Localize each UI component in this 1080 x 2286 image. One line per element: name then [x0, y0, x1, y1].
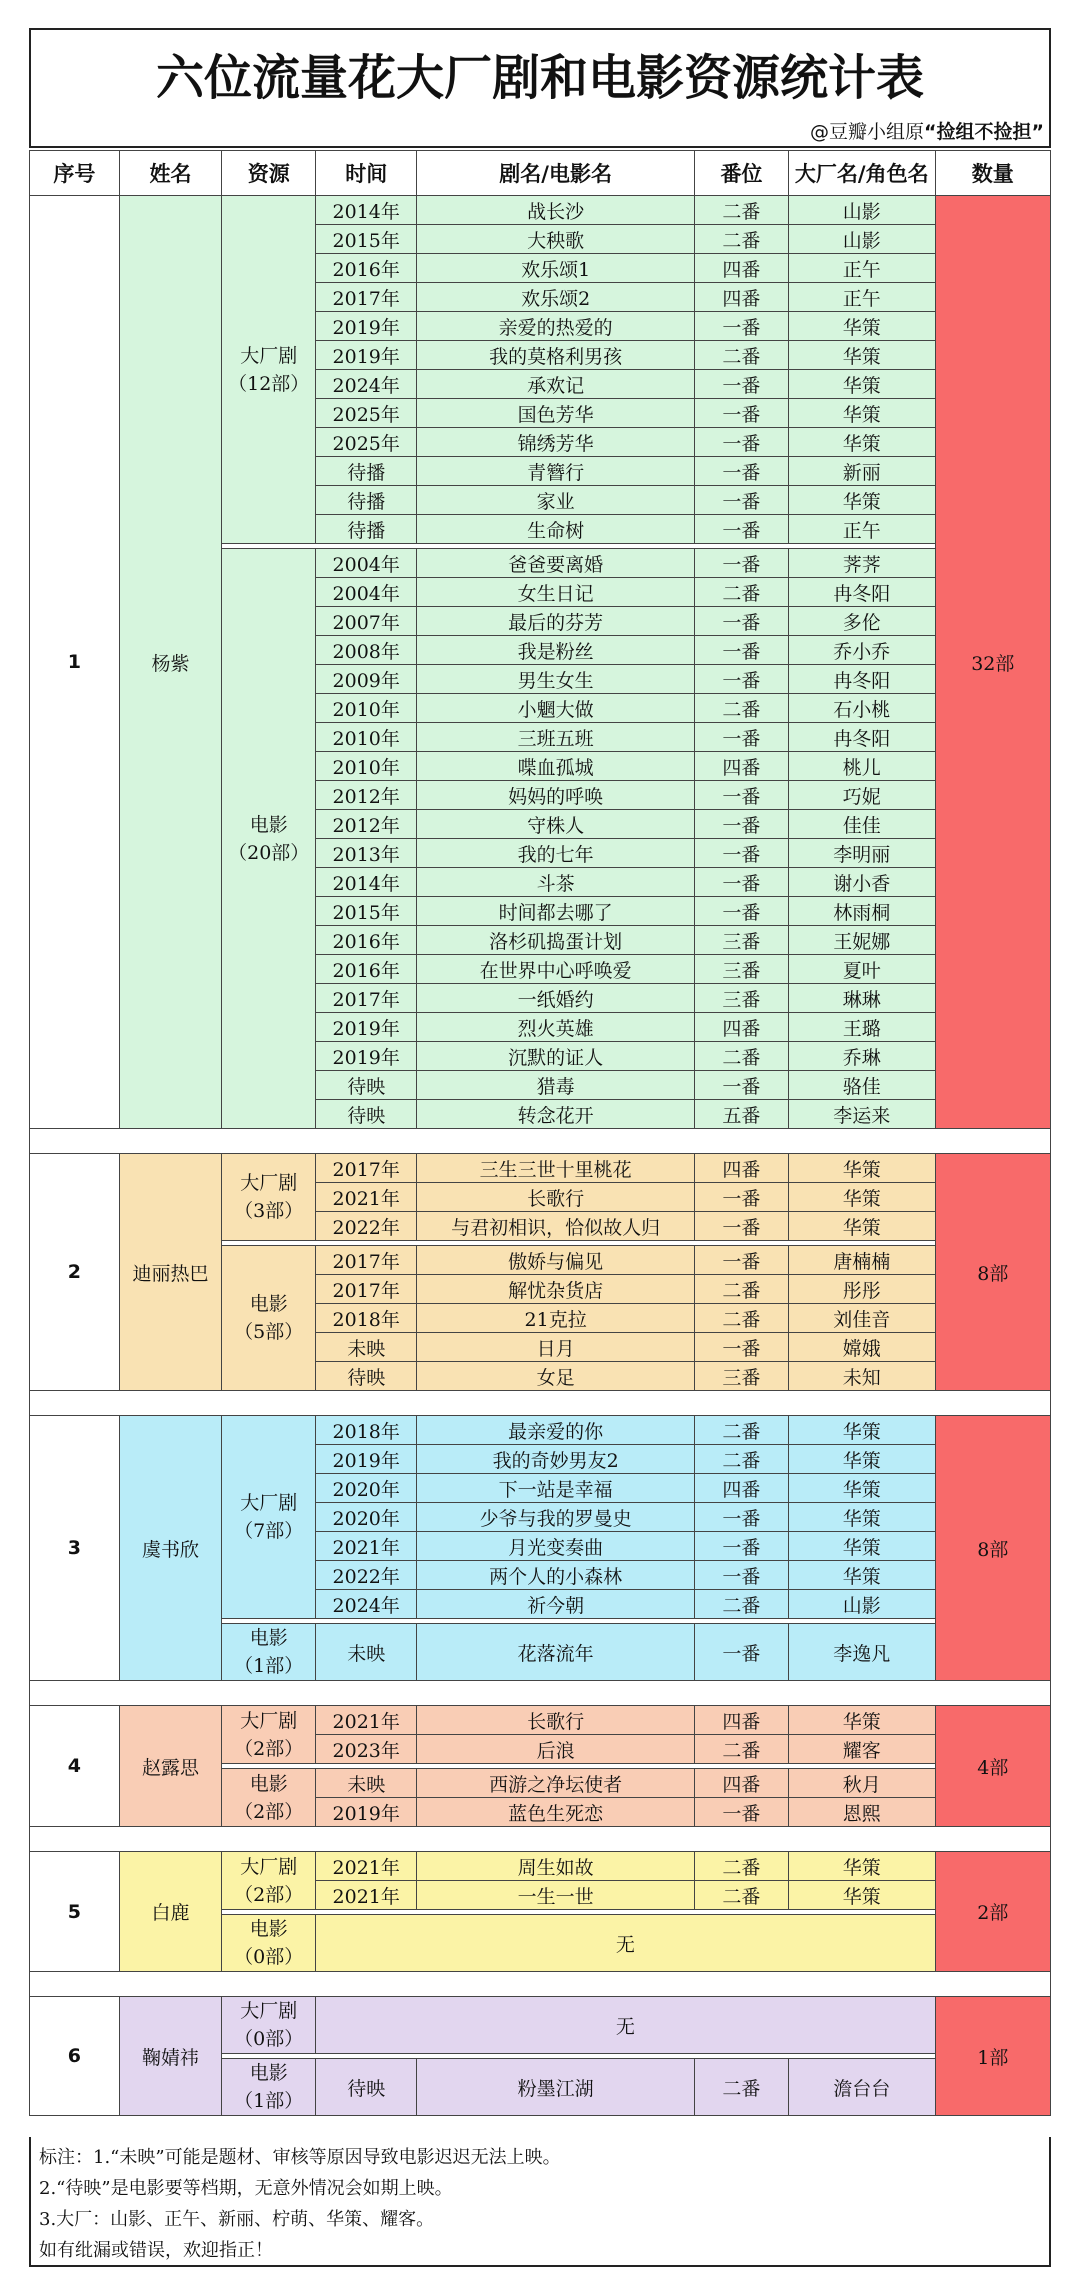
- studio-cell: 华策: [788, 1852, 935, 1881]
- rank-cell: 二番: [694, 1590, 788, 1619]
- person-name: 鞠婧祎: [119, 1997, 222, 2116]
- title-cell: 沉默的证人: [417, 1042, 695, 1071]
- studio-cell: 华策: [788, 1561, 935, 1590]
- title-cell: 我是粉丝: [417, 636, 695, 665]
- header-no: 序号: [30, 151, 120, 196]
- title-cell: 女足: [417, 1362, 695, 1391]
- section-gap: [30, 1129, 1051, 1154]
- year-cell: 2008年: [316, 636, 417, 665]
- year-cell: 2004年: [316, 549, 417, 578]
- year-cell: 2010年: [316, 723, 417, 752]
- rank-cell: 一番: [694, 636, 788, 665]
- rank-cell: 一番: [694, 810, 788, 839]
- rank-cell: 一番: [694, 1071, 788, 1100]
- title-cell: 烈火英雄: [417, 1013, 695, 1042]
- studio-cell: 桃儿: [788, 752, 935, 781]
- rank-cell: 五番: [694, 1100, 788, 1129]
- studio-cell: 冉冬阳: [788, 723, 935, 752]
- drama-label: 大厂剧 （2部）: [222, 1852, 316, 1910]
- rank-cell: 三番: [694, 1362, 788, 1391]
- studio-cell: 多伦: [788, 607, 935, 636]
- rank-cell: 二番: [694, 1735, 788, 1764]
- rank-cell: 二番: [694, 1042, 788, 1071]
- studio-cell: 林雨桐: [788, 897, 935, 926]
- rank-cell: 一番: [694, 515, 788, 544]
- year-cell: 2014年: [316, 196, 417, 225]
- header-name: 姓名: [119, 151, 222, 196]
- year-cell: 2021年: [316, 1183, 417, 1212]
- year-cell: 2019年: [316, 1798, 417, 1827]
- year-cell: 2012年: [316, 781, 417, 810]
- year-cell: 2017年: [316, 1246, 417, 1275]
- count-cell: 1部: [935, 1997, 1050, 2116]
- year-cell: 2024年: [316, 1590, 417, 1619]
- title-cell: 男生女生: [417, 665, 695, 694]
- title-cell: 亲爱的热爱的: [417, 312, 695, 341]
- studio-cell: 澹台台: [788, 2059, 935, 2116]
- year-cell: 2022年: [316, 1561, 417, 1590]
- title-cell: 欢乐颂1: [417, 254, 695, 283]
- drama-row: [30, 1852, 1051, 1881]
- studio-cell: 华策: [788, 1183, 935, 1212]
- year-cell: 2022年: [316, 1212, 417, 1241]
- section-gap: [30, 1827, 1051, 1852]
- rank-cell: 一番: [694, 665, 788, 694]
- studio-cell: 华策: [788, 312, 935, 341]
- row-number: 2: [30, 1154, 120, 1391]
- title-cell: 我的莫格利男孩: [417, 341, 695, 370]
- rank-cell: 一番: [694, 1333, 788, 1362]
- year-cell: 2024年: [316, 370, 417, 399]
- rank-cell: 一番: [694, 486, 788, 515]
- drama-label: 大厂剧 （12部）: [222, 196, 316, 544]
- studio-cell: 李逸凡: [788, 1624, 935, 1681]
- drama-label: 大厂剧 （2部）: [222, 1706, 316, 1764]
- studio-cell: 华策: [788, 399, 935, 428]
- year-cell: 2023年: [316, 1735, 417, 1764]
- studio-cell: 正午: [788, 515, 935, 544]
- person-name: 迪丽热巴: [119, 1154, 222, 1391]
- studio-cell: 正午: [788, 254, 935, 283]
- rank-cell: 一番: [694, 428, 788, 457]
- rank-cell: 一番: [694, 1532, 788, 1561]
- rank-cell: 一番: [694, 1798, 788, 1827]
- title-cell: 两个人的小森林: [417, 1561, 695, 1590]
- rank-cell: 四番: [694, 1013, 788, 1042]
- title-cell: 锦绣芳华: [417, 428, 695, 457]
- title-cell: 三班五班: [417, 723, 695, 752]
- studio-cell: 冉冬阳: [788, 665, 935, 694]
- drama-label: 大厂剧 （0部）: [222, 1997, 316, 2054]
- count-cell: 8部: [935, 1416, 1050, 1681]
- film-label: 电影 （20部）: [222, 549, 316, 1129]
- title-cell: 欢乐颂2: [417, 283, 695, 312]
- header-count: 数量: [935, 151, 1050, 196]
- studio-cell: 华策: [788, 1154, 935, 1183]
- title-cell: 长歌行: [417, 1183, 695, 1212]
- none-cell: 无: [316, 1997, 935, 2054]
- section-gap: [30, 1391, 1051, 1416]
- title-cell: 在世界中心呼唤爱: [417, 955, 695, 984]
- rank-cell: 一番: [694, 1624, 788, 1681]
- year-cell: 2019年: [316, 312, 417, 341]
- header-rank: 番位: [694, 151, 788, 196]
- person-name: 虞书欣: [119, 1416, 222, 1681]
- count-cell: 32部: [935, 196, 1050, 1129]
- title-cell: 生命树: [417, 515, 695, 544]
- studio-cell: 李明丽: [788, 839, 935, 868]
- year-cell: 待映: [316, 2059, 417, 2116]
- year-cell: 2007年: [316, 607, 417, 636]
- studio-cell: 华策: [788, 1416, 935, 1445]
- rank-cell: 一番: [694, 723, 788, 752]
- rank-cell: 一番: [694, 370, 788, 399]
- studio-cell: 荠荠: [788, 549, 935, 578]
- drama-row: [30, 1416, 1051, 1445]
- rank-cell: 二番: [694, 1304, 788, 1333]
- drama-row: [30, 1154, 1051, 1183]
- gap-cell: [30, 1391, 1051, 1416]
- title-cell: 爸爸要离婚: [417, 549, 695, 578]
- studio-cell: 正午: [788, 283, 935, 312]
- note-line: 3.大厂：山影、正午、新丽、柠萌、华策、耀客。: [39, 2209, 435, 2230]
- credit-prefix: @豆瓣小组原: [810, 121, 925, 143]
- gap-cell: [30, 1681, 1051, 1706]
- title-cell: 大秧歌: [417, 225, 695, 254]
- film-label: 电影 （1部）: [222, 1624, 316, 1681]
- title-cell: 周生如故: [417, 1852, 695, 1881]
- year-cell: 2012年: [316, 810, 417, 839]
- title-cell: 一生一世: [417, 1881, 695, 1910]
- year-cell: 待播: [316, 515, 417, 544]
- title-cell: 小魍大做: [417, 694, 695, 723]
- studio-cell: 华策: [788, 1881, 935, 1910]
- year-cell: 未映: [316, 1769, 417, 1798]
- year-cell: 2017年: [316, 1275, 417, 1304]
- rank-cell: 一番: [694, 1246, 788, 1275]
- studio-cell: 巧妮: [788, 781, 935, 810]
- rank-cell: 一番: [694, 549, 788, 578]
- note-line: 标注：1.“未映”可能是题材、审核等原因导致电影迟迟无法上映。: [39, 2147, 561, 2168]
- year-cell: 2019年: [316, 1013, 417, 1042]
- person-name: 白鹿: [119, 1852, 222, 1972]
- title-cell: 日月: [417, 1333, 695, 1362]
- studio-cell: 骆佳: [788, 1071, 935, 1100]
- title-cell: 长歌行: [417, 1706, 695, 1735]
- rank-cell: 二番: [694, 694, 788, 723]
- header-row: [30, 151, 1051, 196]
- year-cell: 2021年: [316, 1852, 417, 1881]
- rank-cell: 四番: [694, 1706, 788, 1735]
- rank-cell: 二番: [694, 1275, 788, 1304]
- title-cell: 三生三世十里桃花: [417, 1154, 695, 1183]
- year-cell: 2019年: [316, 1042, 417, 1071]
- title-cell: 祈今朝: [417, 1590, 695, 1619]
- rank-cell: 四番: [694, 1769, 788, 1798]
- year-cell: 2020年: [316, 1474, 417, 1503]
- year-cell: 2017年: [316, 1154, 417, 1183]
- year-cell: 未映: [316, 1624, 417, 1681]
- film-label: 电影 （0部）: [222, 1915, 316, 1972]
- title-cell: 解忧杂货店: [417, 1275, 695, 1304]
- studio-cell: 华策: [788, 428, 935, 457]
- year-cell: 2021年: [316, 1881, 417, 1910]
- year-cell: 2016年: [316, 926, 417, 955]
- year-cell: 2015年: [316, 225, 417, 254]
- rank-cell: 三番: [694, 926, 788, 955]
- rank-cell: 二番: [694, 1445, 788, 1474]
- studio-cell: 王璐: [788, 1013, 935, 1042]
- rank-cell: 四番: [694, 1154, 788, 1183]
- drama-row: [30, 196, 1051, 225]
- year-cell: 待映: [316, 1362, 417, 1391]
- rank-cell: 二番: [694, 196, 788, 225]
- title-cell: 斗茶: [417, 868, 695, 897]
- title-cell: 最亲爱的你: [417, 1416, 695, 1445]
- drama-label: 大厂剧 （7部）: [222, 1416, 316, 1619]
- studio-cell: 乔琳: [788, 1042, 935, 1071]
- title-cell: 最后的芬芳: [417, 607, 695, 636]
- studio-cell: 谢小香: [788, 868, 935, 897]
- count-cell: 4部: [935, 1706, 1050, 1827]
- title-cell: 青簪行: [417, 457, 695, 486]
- studio-cell: 王妮娜: [788, 926, 935, 955]
- year-cell: 2025年: [316, 399, 417, 428]
- drama-row: [30, 1706, 1051, 1735]
- year-cell: 2025年: [316, 428, 417, 457]
- title-cell: 后浪: [417, 1735, 695, 1764]
- row-number: 4: [30, 1706, 120, 1827]
- year-cell: 2019年: [316, 341, 417, 370]
- person-name: 赵露思: [119, 1706, 222, 1827]
- year-cell: 2018年: [316, 1416, 417, 1445]
- year-cell: 2017年: [316, 984, 417, 1013]
- studio-cell: 彤彤: [788, 1275, 935, 1304]
- title-cell: 21克拉: [417, 1304, 695, 1333]
- title-cell: 下一站是幸福: [417, 1474, 695, 1503]
- studio-cell: 新丽: [788, 457, 935, 486]
- row-number: 3: [30, 1416, 120, 1681]
- rank-cell: 一番: [694, 607, 788, 636]
- title-cell: 国色芳华: [417, 399, 695, 428]
- rank-cell: 四番: [694, 752, 788, 781]
- studio-cell: 冉冬阳: [788, 578, 935, 607]
- section-gap: [30, 1972, 1051, 1997]
- rank-cell: 一番: [694, 781, 788, 810]
- person-name: 杨紫: [119, 196, 222, 1129]
- year-cell: 待映: [316, 1100, 417, 1129]
- row-number: 1: [30, 196, 120, 1129]
- year-cell: 2010年: [316, 694, 417, 723]
- studio-cell: 李运来: [788, 1100, 935, 1129]
- year-cell: 2016年: [316, 254, 417, 283]
- title-cell: 与君初相识，恰似故人归: [417, 1212, 695, 1241]
- rank-cell: 四番: [694, 254, 788, 283]
- sheet-title: 六位流量花大厂剧和电影资源统计表: [29, 28, 1051, 148]
- notes-section: [29, 2137, 1051, 2267]
- gap-cell: [30, 1129, 1051, 1154]
- credit-group: “捡组不捡担”: [924, 121, 1044, 143]
- gap-cell: [30, 1827, 1051, 1852]
- header-res: 资源: [222, 151, 316, 196]
- studio-cell: 华策: [788, 1445, 935, 1474]
- rank-cell: 二番: [694, 1881, 788, 1910]
- rank-cell: 三番: [694, 984, 788, 1013]
- title-cell: 花落流年: [417, 1624, 695, 1681]
- studio-cell: 华策: [788, 1503, 935, 1532]
- studio-cell: 华策: [788, 341, 935, 370]
- year-cell: 2021年: [316, 1706, 417, 1735]
- rank-cell: 四番: [694, 283, 788, 312]
- title-cell: 粉墨江湖: [417, 2059, 695, 2116]
- studio-cell: 未知: [788, 1362, 935, 1391]
- year-cell: 2009年: [316, 665, 417, 694]
- year-cell: 2004年: [316, 578, 417, 607]
- rank-cell: 一番: [694, 1183, 788, 1212]
- studio-cell: 华策: [788, 486, 935, 515]
- studio-cell: 恩熙: [788, 1798, 935, 1827]
- title-cell: 喋血孤城: [417, 752, 695, 781]
- rank-cell: 一番: [694, 399, 788, 428]
- title-cell: 傲娇与偏见: [417, 1246, 695, 1275]
- year-cell: 待播: [316, 486, 417, 515]
- studio-cell: 华策: [788, 370, 935, 399]
- header-studio: 大厂名/角色名: [788, 151, 935, 196]
- studio-cell: 乔小乔: [788, 636, 935, 665]
- title-cell: 少爷与我的罗曼史: [417, 1503, 695, 1532]
- film-label: 电影 （2部）: [222, 1769, 316, 1827]
- rank-cell: 四番: [694, 1474, 788, 1503]
- rank-cell: 二番: [694, 341, 788, 370]
- rank-cell: 一番: [694, 839, 788, 868]
- row-number: 6: [30, 1997, 120, 2116]
- gap-cell: [30, 1972, 1051, 1997]
- studio-cell: 山影: [788, 225, 935, 254]
- studio-cell: 秋月: [788, 1769, 935, 1798]
- year-cell: 2018年: [316, 1304, 417, 1333]
- studio-cell: 佳佳: [788, 810, 935, 839]
- studio-cell: 华策: [788, 1212, 935, 1241]
- year-cell: 2017年: [316, 283, 417, 312]
- row-number: 5: [30, 1852, 120, 1972]
- film-label: 电影 （1部）: [222, 2059, 316, 2116]
- year-cell: 2019年: [316, 1445, 417, 1474]
- rank-cell: 一番: [694, 1561, 788, 1590]
- title-cell: 猎毒: [417, 1071, 695, 1100]
- rank-cell: 二番: [694, 2059, 788, 2116]
- year-cell: 2013年: [316, 839, 417, 868]
- studio-cell: 耀客: [788, 1735, 935, 1764]
- header-title: 剧名/电影名: [417, 151, 695, 196]
- title-cell: 一纸婚约: [417, 984, 695, 1013]
- year-cell: 待播: [316, 457, 417, 486]
- drama-row: [30, 1997, 1051, 2054]
- title-cell: 女生日记: [417, 578, 695, 607]
- studio-cell: 唐楠楠: [788, 1246, 935, 1275]
- rank-cell: 一番: [694, 868, 788, 897]
- rank-cell: 二番: [694, 1416, 788, 1445]
- none-cell: 无: [316, 1915, 935, 1972]
- title-cell: 承欢记: [417, 370, 695, 399]
- title-cell: 守株人: [417, 810, 695, 839]
- note-line: 如有纰漏或错误，欢迎指正！: [39, 2240, 273, 2261]
- drama-label: 大厂剧 （3部）: [222, 1154, 316, 1241]
- rank-cell: 一番: [694, 457, 788, 486]
- count-cell: 8部: [935, 1154, 1050, 1391]
- year-cell: 2021年: [316, 1532, 417, 1561]
- studio-cell: 琳琳: [788, 984, 935, 1013]
- title-cell: 时间都去哪了: [417, 897, 695, 926]
- studio-cell: 夏叶: [788, 955, 935, 984]
- rank-cell: 一番: [694, 1503, 788, 1532]
- studio-cell: 刘佳音: [788, 1304, 935, 1333]
- title-cell: 我的奇妙男友2: [417, 1445, 695, 1474]
- title-cell: 转念花开: [417, 1100, 695, 1129]
- title-cell: 月光变奏曲: [417, 1532, 695, 1561]
- year-cell: 2020年: [316, 1503, 417, 1532]
- title-cell: 洛杉矶捣蛋计划: [417, 926, 695, 955]
- count-cell: 2部: [935, 1852, 1050, 1972]
- year-cell: 2014年: [316, 868, 417, 897]
- title-cell: 我的七年: [417, 839, 695, 868]
- studio-cell: 嫦娥: [788, 1333, 935, 1362]
- studio-cell: 山影: [788, 1590, 935, 1619]
- film-label: 电影 （5部）: [222, 1246, 316, 1391]
- resource-table: [29, 150, 1051, 2116]
- rank-cell: 二番: [694, 1852, 788, 1881]
- header-time: 时间: [316, 151, 417, 196]
- note-line: 2.“待映”是电影要等档期，无意外情况会如期上映。: [39, 2178, 453, 2199]
- studio-cell: 山影: [788, 196, 935, 225]
- year-cell: 未映: [316, 1333, 417, 1362]
- rank-cell: 一番: [694, 312, 788, 341]
- section-gap: [30, 1681, 1051, 1706]
- year-cell: 2015年: [316, 897, 417, 926]
- studio-cell: 石小桃: [788, 694, 935, 723]
- rank-cell: 二番: [694, 578, 788, 607]
- rank-cell: 一番: [694, 897, 788, 926]
- studio-cell: 华策: [788, 1474, 935, 1503]
- rank-cell: 一番: [694, 1212, 788, 1241]
- title-cell: 战长沙: [417, 196, 695, 225]
- studio-cell: 华策: [788, 1706, 935, 1735]
- title-cell: 妈妈的呼唤: [417, 781, 695, 810]
- title-cell: 家业: [417, 486, 695, 515]
- year-cell: 待映: [316, 1071, 417, 1100]
- studio-cell: 华策: [788, 1532, 935, 1561]
- title-cell: 西游之净坛使者: [417, 1769, 695, 1798]
- rank-cell: 二番: [694, 225, 788, 254]
- year-cell: 2016年: [316, 955, 417, 984]
- source-credit: [810, 117, 1044, 144]
- rank-cell: 三番: [694, 955, 788, 984]
- year-cell: 2010年: [316, 752, 417, 781]
- title-cell: 蓝色生死恋: [417, 1798, 695, 1827]
